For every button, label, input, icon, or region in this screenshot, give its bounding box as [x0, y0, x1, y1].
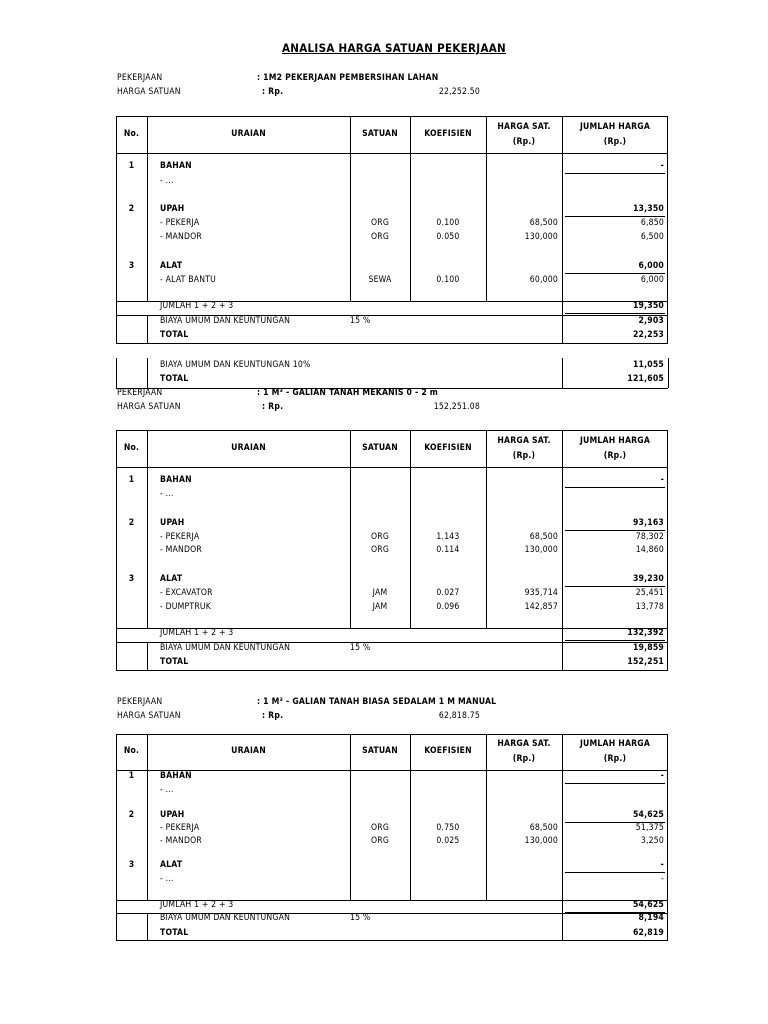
group-total: 93,163	[632, 518, 664, 528]
group-total: 6,000	[638, 261, 664, 271]
harga-satuan-label: HARGA SATUAN	[117, 87, 181, 97]
pekerjaan-label: PEKERJAAN	[117, 73, 163, 83]
harga-satuan-rp: : Rp.	[262, 87, 284, 97]
group-total-underline	[565, 487, 665, 488]
header-koefisien: KOEFISIEN	[424, 442, 472, 453]
item-jumlah: 3,250	[640, 836, 664, 846]
group-total: -	[660, 771, 664, 781]
item-harga: 68,500	[529, 823, 558, 833]
pekerjaan-label: PEKERJAAN	[117, 388, 163, 398]
group-no: 1	[128, 161, 135, 171]
header-jumlah-rp: (Rp.)	[603, 754, 627, 764]
column-divider	[410, 116, 411, 301]
group-total: -	[660, 860, 664, 870]
biaya-pct: 15 %	[350, 643, 371, 653]
item-harga: 935,714	[524, 588, 558, 598]
pekerjaan-value: : 1 M³ - GALIAN TANAH BIASA SEDALAM 1 M MANUAL	[257, 697, 497, 707]
group-label: UPAH	[160, 518, 185, 528]
column-divider	[147, 430, 148, 628]
header-satuan: SATUAN	[362, 746, 398, 756]
page-title: ANALISA HARGA SATUAN PEKERJAAN	[281, 41, 507, 55]
header-harga-sat: HARGA SAT.	[497, 739, 551, 749]
item-harga: 130,000	[524, 232, 558, 242]
item-name: - ALAT BANTU	[160, 275, 216, 285]
item-koefisien: 0.025	[436, 836, 460, 846]
group-no: 3	[128, 261, 135, 271]
item-harga: 68,500	[529, 218, 558, 228]
group-total-underline	[565, 783, 665, 784]
group-label: UPAH	[160, 204, 185, 214]
item-harga: 130,000	[524, 836, 558, 846]
item-koefisien: 0.114	[436, 545, 460, 555]
total-value: 22,253	[632, 330, 664, 340]
header-uraian: URAIAN	[231, 746, 266, 756]
header-koefisien: KOEFISIEN	[424, 128, 472, 139]
biaya-pct: 15 %	[350, 316, 371, 326]
item-jumlah: 13,778	[635, 602, 664, 612]
group-no: 2	[128, 518, 135, 528]
biaya-label: BIAYA UMUM DAN KEUNTUNGAN	[160, 913, 291, 923]
header-jumlah-rp: (Rp.)	[603, 136, 627, 147]
group-total-underline	[565, 530, 665, 531]
jumlah-label: JUMLAH 1 + 2 + 3	[160, 900, 234, 910]
biaya-value: 8,194	[638, 913, 664, 923]
header-uraian: URAIAN	[231, 442, 266, 453]
header-jumlah-harga: JUMLAH HARGA	[579, 121, 651, 132]
group-label: ALAT	[160, 860, 183, 870]
group-no: 1	[128, 771, 135, 781]
item-name: - ...	[160, 874, 174, 884]
column-divider	[350, 116, 351, 301]
header-harga-sat-rp: (Rp.)	[512, 754, 536, 764]
header-satuan: SATUAN	[362, 128, 398, 139]
item-name: - DUMPTRUK	[160, 602, 212, 612]
column-divider	[410, 734, 411, 900]
biaya-pct: 15 %	[350, 913, 371, 923]
total-label: TOTAL	[160, 330, 189, 340]
group-total-underline	[565, 273, 665, 274]
group-total-underline	[565, 216, 665, 217]
item-satuan: ORG	[370, 836, 390, 846]
header-harga-sat-rp: (Rp.)	[512, 450, 536, 461]
group-label: BAHAN	[160, 161, 192, 171]
extra-divider	[116, 358, 117, 388]
column-divider	[147, 315, 148, 344]
harga-satuan-rp: : Rp.	[262, 711, 284, 721]
item-jumlah: 6,000	[640, 275, 664, 285]
extra-total-label: TOTAL	[160, 374, 189, 384]
jumlah-value: 54,625	[632, 900, 664, 910]
biaya-label: BIAYA UMUM DAN KEUNTUNGAN	[160, 643, 291, 653]
jumlah-value: 132,392	[627, 628, 664, 638]
item-harga: 142,857	[524, 602, 558, 612]
header-jumlah-harga: JUMLAH HARGA	[579, 739, 651, 749]
group-total: 13,350	[632, 204, 664, 214]
item-koefisien: 0.050	[436, 232, 460, 242]
group-total: -	[660, 475, 664, 485]
item-satuan: ORG	[370, 218, 390, 228]
item-koefisien: 0.027	[436, 588, 460, 598]
column-divider	[350, 734, 351, 900]
total-label: TOTAL	[160, 928, 189, 938]
extra-biaya-value: 11,055	[632, 360, 664, 370]
item-koefisien: 0.096	[436, 602, 460, 612]
item-satuan: ORG	[370, 232, 390, 242]
item-jumlah: 6,850	[640, 218, 664, 228]
item-satuan: JAM	[372, 602, 388, 612]
item-jumlah: 6,500	[640, 232, 664, 242]
item-koefisien: 1.143	[436, 532, 460, 542]
item-name: - MANDOR	[160, 836, 202, 846]
group-label: ALAT	[160, 261, 183, 271]
header-harga-sat: HARGA SAT.	[497, 435, 551, 446]
item-satuan: SEWA	[368, 275, 392, 285]
item-harga: 60,000	[529, 275, 558, 285]
group-total-underline	[565, 872, 665, 873]
group-total: 54,625	[632, 810, 664, 820]
item-satuan: JAM	[372, 588, 388, 598]
item-name: - PEKERJA	[160, 532, 200, 542]
header-harga-sat-rp: (Rp.)	[512, 136, 536, 147]
column-divider	[147, 734, 148, 900]
header-koefisien: KOEFISIEN	[424, 746, 472, 756]
item-jumlah: 78,302	[635, 532, 664, 542]
pekerjaan-label: PEKERJAAN	[117, 697, 163, 707]
item-satuan: ORG	[370, 823, 390, 833]
group-total: -	[660, 161, 664, 171]
biaya-value: 2,903	[638, 316, 664, 326]
item-harga: 68,500	[529, 532, 558, 542]
header-no: No.	[123, 128, 140, 139]
item-name: - MANDOR	[160, 545, 202, 555]
item-jumlah: 14,860	[635, 545, 664, 555]
extra-total-value: 121,605	[627, 374, 664, 384]
column-divider	[410, 430, 411, 628]
jumlah-label: JUMLAH 1 + 2 + 3	[160, 301, 234, 311]
column-divider	[147, 642, 148, 671]
jumlah-value: 19,350	[632, 301, 664, 311]
column-divider	[350, 430, 351, 628]
jumlah-underline	[565, 313, 665, 314]
harga-satuan-value: 22,252.50	[438, 87, 480, 97]
header-jumlah-harga: JUMLAH HARGA	[579, 435, 651, 446]
total-label: TOTAL	[160, 657, 189, 667]
header-divider	[116, 467, 668, 468]
header-divider	[116, 153, 668, 154]
column-divider	[147, 913, 148, 941]
item-satuan: ORG	[370, 532, 390, 542]
extra-biaya-label: BIAYA UMUM DAN KEUNTUNGAN 10%	[160, 360, 311, 370]
group-label: ALAT	[160, 574, 183, 584]
header-uraian: URAIAN	[231, 128, 266, 139]
harga-satuan-value: 62,818.75	[438, 711, 480, 721]
item-name: - ...	[160, 176, 174, 186]
jumlah-underline	[565, 640, 665, 641]
item-name: - EXCAVATOR	[160, 588, 213, 598]
item-satuan: ORG	[370, 545, 390, 555]
item-name: - ...	[160, 785, 174, 795]
item-name: - ...	[160, 489, 174, 499]
pekerjaan-value: : 1 M³ - GALIAN TANAH MEKANIS 0 - 2 m	[257, 388, 439, 398]
jumlah-label: JUMLAH 1 + 2 + 3	[160, 628, 234, 638]
item-jumlah: 25,451	[635, 588, 664, 598]
total-value: 62,819	[632, 928, 664, 938]
harga-satuan-label: HARGA SATUAN	[117, 402, 181, 412]
pekerjaan-value: : 1M2 PEKERJAAN PEMBERSIHAN LAHAN	[257, 73, 439, 83]
group-no: 2	[128, 810, 135, 820]
header-no: No.	[123, 442, 140, 453]
group-label: UPAH	[160, 810, 185, 820]
harga-satuan-label: HARGA SATUAN	[117, 711, 181, 721]
group-total-underline	[565, 586, 665, 587]
extra-divider	[668, 358, 669, 388]
group-no: 1	[128, 475, 135, 485]
item-koefisien: 0.100	[436, 218, 460, 228]
item-name: - PEKERJA	[160, 823, 200, 833]
header-satuan: SATUAN	[362, 442, 398, 453]
item-name: - MANDOR	[160, 232, 202, 242]
group-total: 39,230	[632, 574, 664, 584]
group-no: 3	[128, 860, 135, 870]
harga-satuan-rp: : Rp.	[262, 402, 284, 412]
group-no: 2	[128, 204, 135, 214]
group-total-underline	[565, 173, 665, 174]
group-label: BAHAN	[160, 771, 192, 781]
total-value: 152,251	[627, 657, 664, 667]
item-jumlah: -	[661, 874, 664, 884]
header-no: No.	[123, 746, 140, 756]
extra-divider	[147, 358, 148, 388]
item-harga: 130,000	[524, 545, 558, 555]
column-divider	[147, 116, 148, 301]
item-name: - PEKERJA	[160, 218, 200, 228]
header-harga-sat: HARGA SAT.	[497, 121, 551, 132]
group-no: 3	[128, 574, 135, 584]
biaya-label: BIAYA UMUM DAN KEUNTUNGAN	[160, 316, 291, 326]
header-jumlah-rp: (Rp.)	[603, 450, 627, 461]
harga-satuan-value: 152,251.08	[433, 402, 480, 412]
biaya-value: 19,859	[632, 643, 664, 653]
group-label: BAHAN	[160, 475, 192, 485]
item-koefisien: 0.100	[436, 275, 460, 285]
item-jumlah: 51,375	[635, 823, 664, 833]
item-koefisien: 0.750	[436, 823, 460, 833]
